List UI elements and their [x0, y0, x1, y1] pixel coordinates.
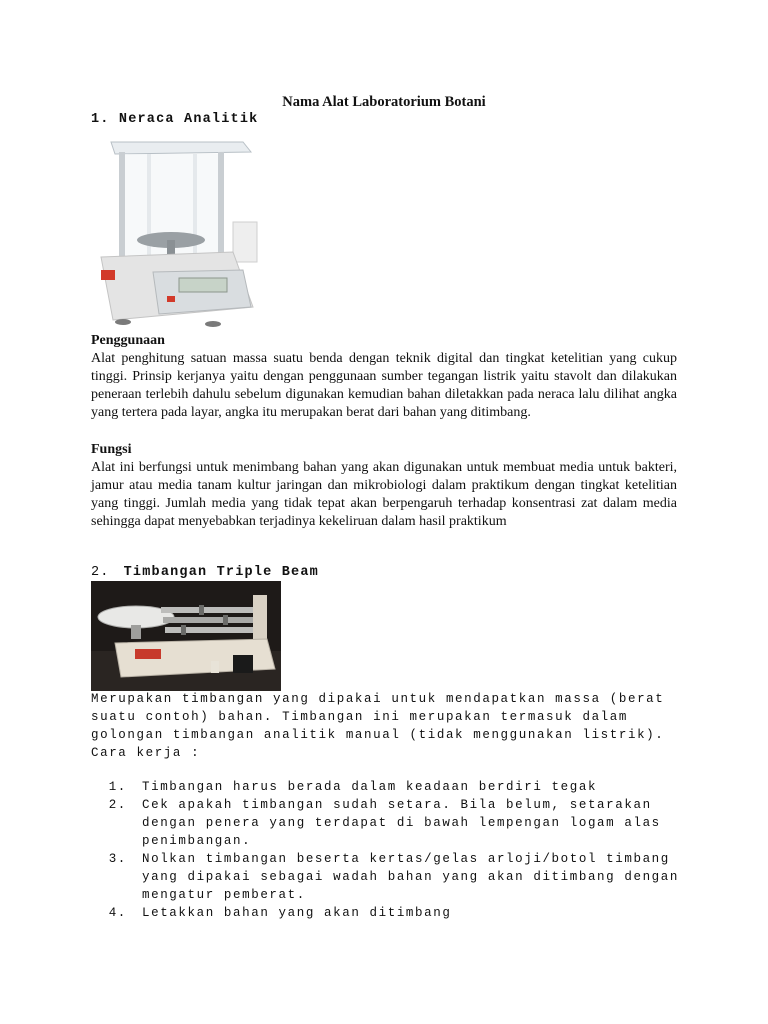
penggunaan-label: Penggunaan: [91, 333, 165, 348]
section2-intro: [91, 690, 691, 762]
fungsi-text: Alat ini berfungsi untuk menimbang bahan yang akan digunakan untuk membuat media untuk bakteri, jamur atau media tanam kultur jaringan dan mikrobiologi dalam praktikum dengan tingkat ketelitian yang tinggi. Jumlah media yang tidak tepat akan berpengaruh terhadap konsentrasi zat dalam media sehingga dapat menyebabkan terjadinya kekeliruan dalam hasil praktikum: [91, 460, 677, 529]
section2-intro-text: Merupakan timbangan yang dipakai untuk mendapatkan massa (berat suatu contoh) bahan. Timbangan ini merupakan termasuk dalam golongan timbangan analitik manual (tidak menggunakan listrik). Cara kerja :: [91, 692, 665, 760]
fungsi-section: [91, 441, 677, 531]
section2-heading-row: [91, 565, 319, 580]
penggunaan-section: [91, 332, 677, 422]
triple-beam-balance-photo: [91, 581, 281, 691]
step-item: 3. Nolkan timbangan beserta kertas/gelas arloji/botol timbang yang dipakai sebagai wadah bahan yang akan ditimbang dengan mengatur pemberat.: [136, 850, 691, 904]
step-item: 4. Letakkan bahan yang akan ditimbang: [136, 904, 691, 922]
steps-list: [91, 778, 691, 922]
analytical-balance-photo: [93, 132, 263, 332]
document-title: Nama Alat Laboratorium Botani: [282, 94, 486, 110]
penggunaan-text: Alat penghitung satuan massa suatu benda dengan teknik digital dan tingkat ketelitian yang cukup tinggi. Prinsip kerjanya yaitu dengan penggunaan sumber tegangan listrik yaitu stavolt dan dilakukan peneraan terlebih dahulu sebelum digunakan kemudian bahan diletakkan pada neraca lalu dilihat angka yang tertera pada layar, angka itu merupakan berat dari bahan yang ditimbang.: [91, 351, 677, 420]
step-item: 2. Cek apakah timbangan sudah setara. Bila belum, setarakan dengan penera yang terdapat di bawah lempengan logam alas penimbangan.: [136, 796, 691, 850]
section1-heading: 1. Neraca Analitik: [91, 112, 259, 127]
step-item: 1. Timbangan harus berada dalam keadaan berdiri tegak: [136, 778, 691, 796]
cara-kerja-steps: [91, 778, 691, 922]
fungsi-label: Fungsi: [91, 442, 132, 457]
section2-heading: Timbangan Triple Beam: [123, 565, 319, 580]
section2-number: 2.: [91, 565, 110, 580]
